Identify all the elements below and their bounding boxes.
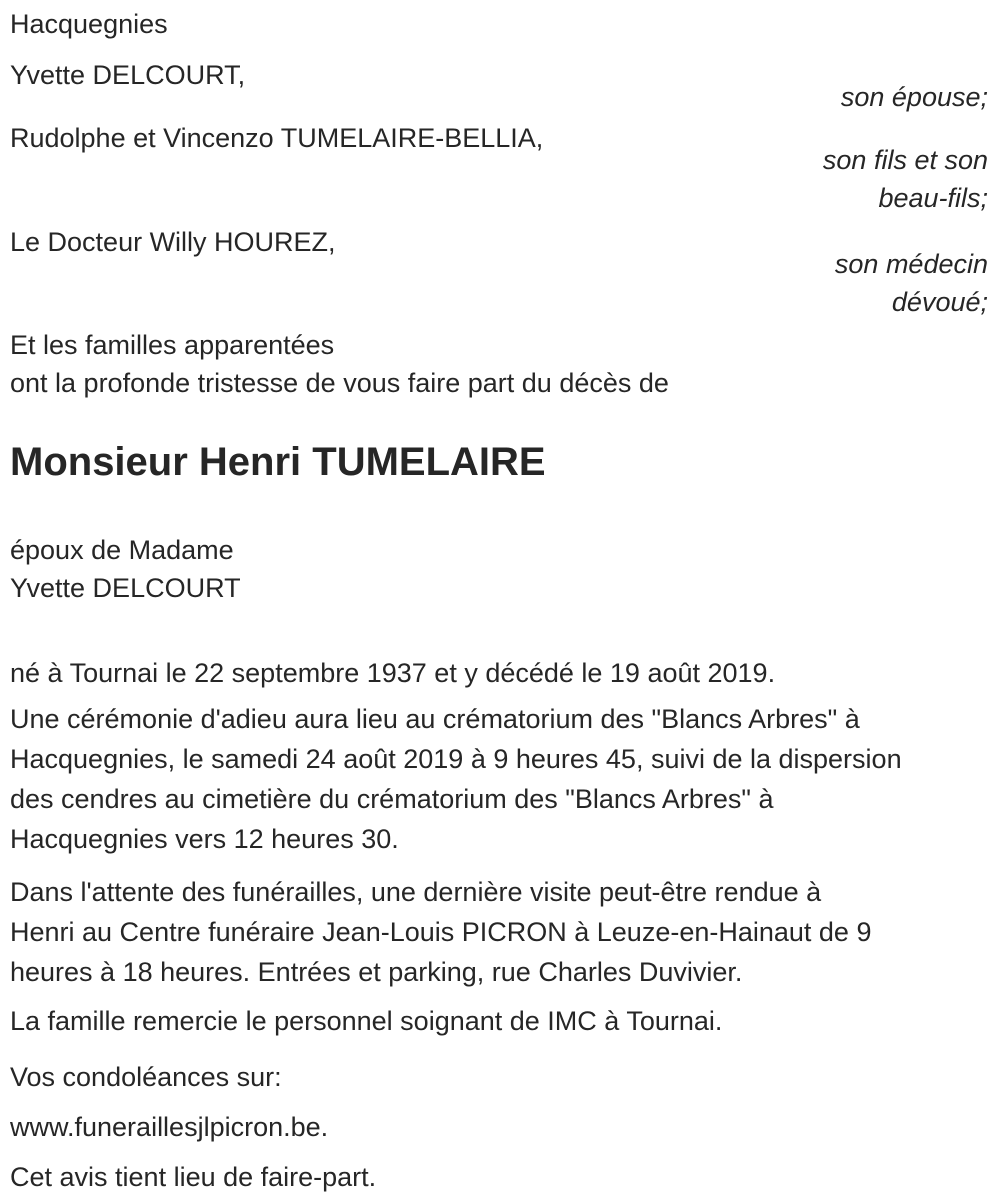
ceremony-line: Une cérémonie d'adieu aura lieu au crématorium des "Blancs Arbres" à	[10, 704, 860, 734]
ceremony-line: Hacquegnies vers 12 heures 30.	[10, 824, 399, 854]
closing-line: Cet avis tient lieu de faire-part.	[10, 1162, 377, 1192]
visitation-line: Dans l'attente des funérailles, une dernière visite peut-être rendue à	[10, 877, 822, 907]
deceased-name-heading: Monsieur Henri TUMELAIRE	[10, 440, 546, 484]
mourner-relation-line: beau-fils;	[878, 183, 988, 213]
mourner-name: Le Docteur Willy HOUREZ,	[10, 227, 336, 257]
visitation-paragraph	[10, 872, 988, 992]
mourner-relation-line: son médecin	[834, 249, 988, 279]
ceremony-line: Hacquegnies, le samedi 24 août 2019 à 9 heures 45, suivi de la dispersion	[10, 744, 902, 774]
mourner-name: Rudolphe et Vincenzo TUMELAIRE-BELLIA,	[10, 123, 544, 153]
website-paragraph	[10, 1107, 988, 1147]
visitation-line: heures à 18 heures. Entrées et parking, rue Charles Duvivier.	[10, 957, 743, 987]
spouse-block	[10, 531, 988, 607]
thanks-paragraph	[10, 1001, 988, 1041]
closing-paragraph	[10, 1157, 988, 1197]
mourner-entry	[10, 223, 988, 321]
mourner-entry	[10, 119, 988, 217]
visitation-line: Henri au Centre funéraire Jean-Louis PICRON à Leuze-en-Hainaut de 9	[10, 917, 872, 947]
mourner-name: Yvette DELCOURT,	[10, 60, 246, 90]
announcement-line: Et les familles apparentées	[10, 330, 335, 360]
birth-death-paragraph	[10, 653, 988, 693]
ceremony-paragraph	[10, 699, 988, 859]
mourner-relation-line: dévoué;	[891, 287, 988, 317]
mourner-relation-line: son fils et son	[822, 145, 988, 175]
spouse-line: époux de Madame	[10, 535, 234, 565]
website-url: www.funeraillesjlpicron.be.	[10, 1112, 329, 1142]
mourner-entry	[10, 56, 988, 116]
announcement-intro	[10, 326, 988, 402]
mourner-relation-line: son épouse;	[840, 82, 988, 112]
birth-death-line: né à Tournai le 22 septembre 1937 et y décédé le 19 août 2019.	[10, 658, 776, 688]
city-line: Hacquegnies	[10, 9, 168, 39]
ceremony-line: des cendres au cimetière du crématorium des "Blancs Arbres" à	[10, 784, 774, 814]
condolences-line: Vos condoléances sur:	[10, 1062, 282, 1092]
announcement-line: ont la profonde tristesse de vous faire part du décès de	[10, 368, 669, 398]
thanks-line: La famille remercie le personnel soignant de IMC à Tournai.	[10, 1006, 723, 1036]
spouse-line: Yvette DELCOURT	[10, 573, 241, 603]
condolences-paragraph	[10, 1057, 988, 1097]
